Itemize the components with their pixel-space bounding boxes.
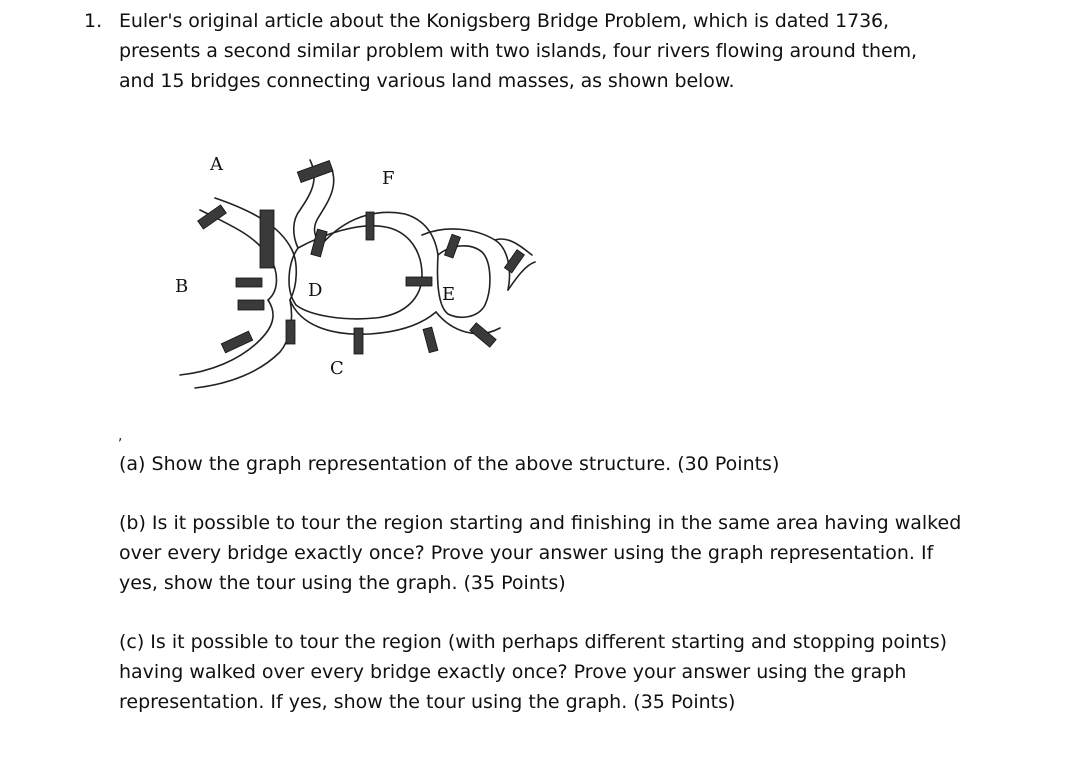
part-a-line-1: (a) Show the graph representation of the above structure. (30 Points) [119,453,780,475]
part-b-line-3: yes, show the tour using the graph. (35 Points) [119,572,566,594]
land-labels [175,154,455,379]
label-f: F [382,168,395,189]
bridges [198,160,525,354]
intro-line-3: and 15 bridges connecting various land masses, as shown below. [119,70,735,92]
part-c-line-2: having walked over every bridge exactly once? Prove your answer using the graph [119,661,907,683]
label-d: D [308,280,323,301]
part-c-line-3: representation. If yes, show the tour using the graph. (35 Points) [119,691,736,713]
bridge-5 [366,212,374,240]
part-a [119,449,1019,479]
label-a: A [210,154,223,175]
stray-mark: , [118,428,123,444]
bridge-diagram-svg [160,140,540,400]
intro-line-2: presents a second similar problem with two islands, four rivers flowing around them, [119,40,917,62]
island-d-outline [289,226,422,319]
bridge-diagram [160,140,540,400]
bridge-1 [198,205,227,229]
part-b-line-2: over every bridge exactly once? Prove your answer using the graph representation. If [119,542,934,564]
bridge-2 [297,160,333,182]
part-b-line-1: (b) Is it possible to tour the region starting and finishing in the same area having walked [119,512,962,534]
label-e: E [442,284,456,305]
bridge-13 [423,327,438,353]
part-c [119,627,1019,717]
river-bank-7 [422,229,509,290]
bridge-6 [236,278,262,287]
label-b: B [175,276,189,297]
bridge-11 [406,277,432,286]
river-bank-9 [495,239,532,255]
island-e-outline [437,246,489,317]
river-bank-5 [322,212,438,255]
river-bank-8 [436,312,500,334]
river-bank-11 [180,300,273,375]
question-intro [119,6,1019,96]
label-c: C [330,358,344,379]
intro-line-1: Euler's original article about the Konigsberg Bridge Problem, which is dated 1736, [119,10,889,32]
bridge-4 [311,229,327,257]
bridge-10 [354,328,363,354]
bridge-9 [286,320,295,344]
bridge-7 [238,300,264,310]
bridge-3 [260,210,274,268]
part-c-line-1: (c) Is it possible to tour the region (with perhaps different starting and stopping points) [119,631,948,653]
part-b [119,508,1019,598]
bridge-14 [470,323,496,347]
question-number: 1. [84,10,103,32]
